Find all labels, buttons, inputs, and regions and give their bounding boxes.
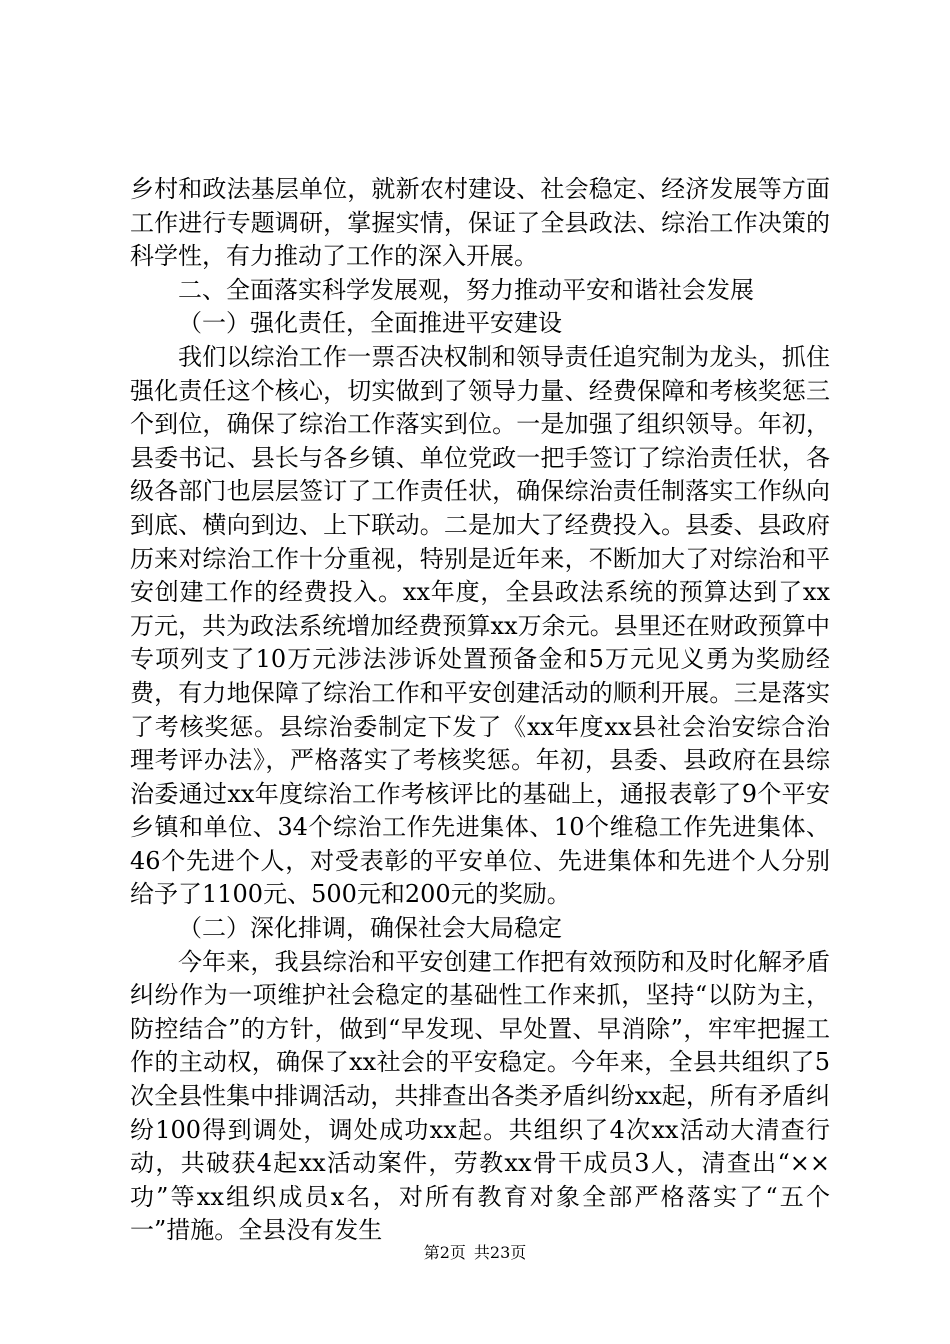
section-heading-2: 二、全面落实科学发展观，努力推动平安和谐社会发展 xyxy=(178,275,754,304)
page-number: 第2页 xyxy=(423,1243,466,1262)
paragraph-intro-continued: 乡村和政法基层单位，就新农村建设、社会稳定、经济发展等方面工作进行专题调研，掌握实情，保证了全县政法、综治工作决策的科学性，有力推动了工作的深入开展。 xyxy=(130,175,830,271)
document-body xyxy=(130,173,830,1248)
paragraph-responsibility: 我们以综治工作一票否决权制和领导责任追究制为龙头，抓住强化责任这个核心，切实做到了领导力量、经费保障和考核奖惩三个到位，确保了综治工作落实到位。一是加强了组织领导。年初，县委书记、县长与各乡镇、单位党政一把手签订了综治责任状，各级各部门也层层签订了工作责任状，确保综治责任制落实工作纵向到底、横向到边、上下联动。二是加大了经费投入。县委、县政府历来对综治工作十分重视，特别是近年来，不断加大了对综治和平安创建工作的经费投入。xx年度，全县政法系统的预算达到了xx万元，共为政法系统增加经费预算xx万余元。县里还在财政预算中专项列支了10万元涉法涉诉处置预备金和5万元见义勇为奖励经费，有力地保障了综治工作和平安创建活动的顺利开展。三是落实了考核奖惩。县综治委制定下发了《xx年度xx县社会治安综合治理考评办法》，严格落实了考核奖惩。年初，县委、县政府在县综治委通过xx年度综治工作考核评比的基础上，通报表彰了9个平安乡镇和单位、34个综治工作先进集体、10个维稳工作先进集体、46个先进个人，对受表彰的平安单位、先进集体和先进个人分别给予了1100元、500元和200元的奖励。 xyxy=(130,342,830,909)
subsection-heading-1: （一）强化责任，全面推进平安建设 xyxy=(178,309,562,338)
page-total: 共23页 xyxy=(473,1243,527,1262)
page-footer xyxy=(0,1243,950,1263)
paragraph-stability: 今年来，我县综治和平安创建工作把有效预防和及时化解矛盾纠纷作为一项维护社会稳定的基础性工作来抓，坚持“以防为主，防控结合”的方针，做到“早发现、早处置、早消除”，牢牢把握工作的主动权，确保了xx社会的平安稳定。今年来，全县共组织了5次全县性集中排调活动，共排查出各类矛盾纠纷xx起，所有矛盾纠纷100得到调处，调处成功xx起。共组织了4次xx活动大清查行动，共破获4起xx活动案件，劳教xx骨干成员3人，清查出“××功”等xx组织成员x名，对所有教育对象全部严格落实了“五个一”措施。全县没有发生 xyxy=(130,947,830,1245)
subsection-heading-2: （二）深化排调，确保社会大局稳定 xyxy=(178,914,562,943)
